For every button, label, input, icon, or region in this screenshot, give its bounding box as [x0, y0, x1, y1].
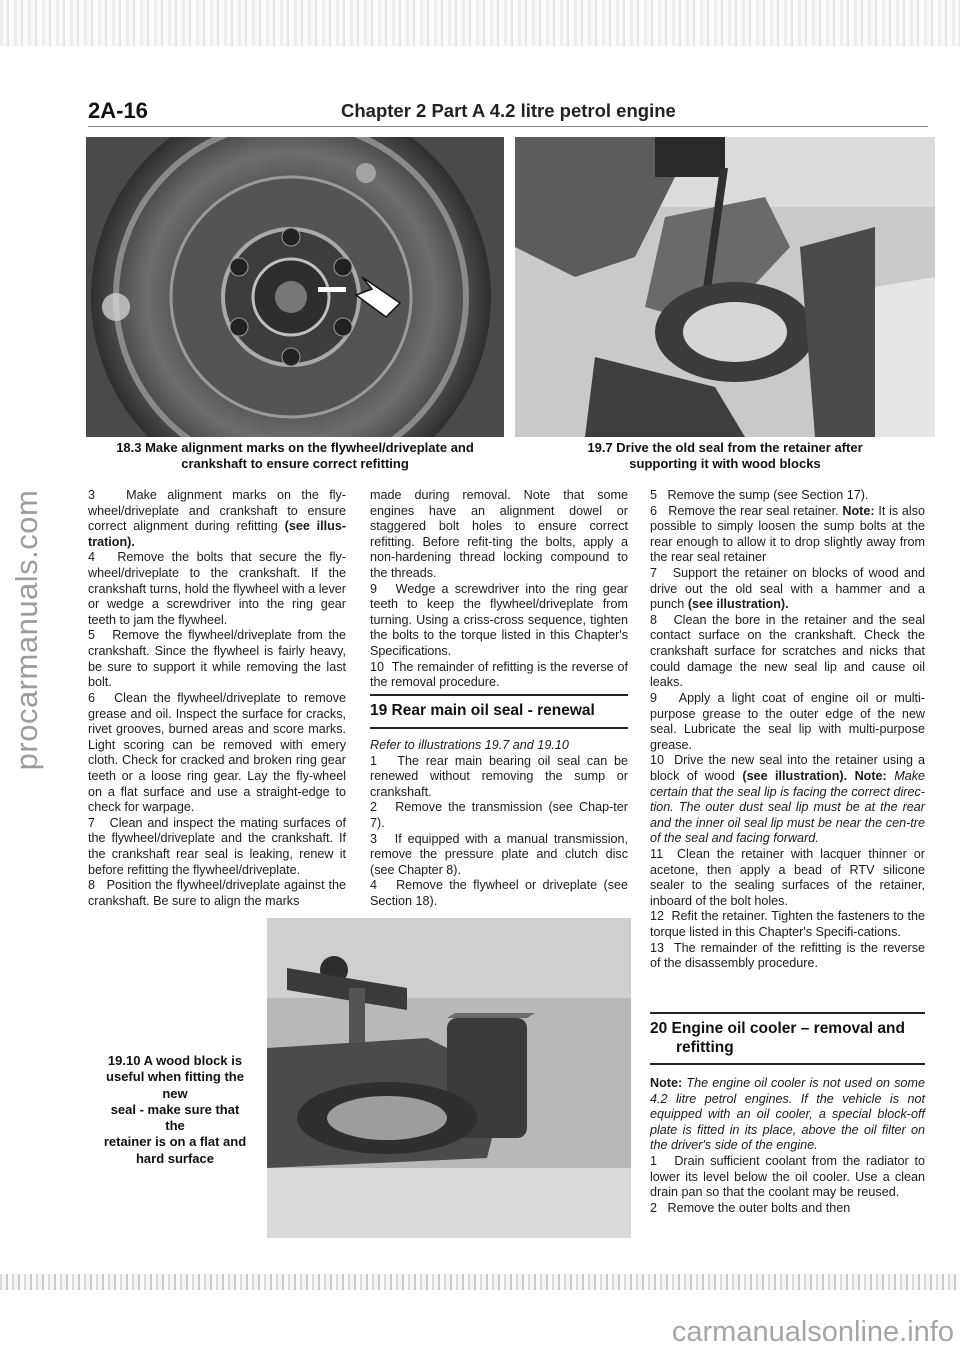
text-column-2 — [370, 488, 628, 691]
section-20-title: 20 Engine oil cooler – removal and refitting — [650, 1020, 905, 1056]
caption-19-7: 19.7 Drive the old seal from the retainer after supporting it with wood blocks — [587, 440, 863, 472]
text-column-2-section-19 — [370, 738, 628, 910]
paragraph-18-10: 10 The remainder of refitting is the reverse of the removal procedure. — [370, 659, 629, 690]
header-rule — [88, 126, 928, 127]
section-20-note: Note: The engine oil cooler is not used on some 4.2 litre petrol engines. If the vehicle is not equipped with an oil cooler, a special block-off plate is fitted in its place, above the oil filter on the driver's side of the engine. — [650, 1076, 925, 1153]
paragraph-18-3: 3 Make alignment marks on the fly-wheel/driveplate and crankshaft to ensure correct alignment during refitting (see illus-tration). — [88, 488, 347, 549]
paragraph-18-6: 6 Clean the flywheel/driveplate to remove grease and oil. Inspect the surface for cracks, rivet grooves, burned areas and score marks. Light scoring can be removed with emery cloth. Check for cracked and broken ring gear teeth or a loose ring gear. Lay the fly-wheel on a flat surface and use a straight-edge to check for warpage. — [88, 690, 346, 815]
text-column-1 — [88, 488, 346, 909]
paragraph-18-9: 9 Wedge a screwdriver into the ring gear teeth to keep the flywheel/driveplate from turning. Using a criss-cross sequence, tighten the bolts to the torque listed in this Chapter's Specifications. — [370, 581, 628, 659]
running-head: Chapter 2 Part A 4.2 litre petrol engine — [341, 100, 676, 121]
paragraph-18-8-cont: made during removal. Note that some engines have an alignment dowel or staggered bolt holes to ensure correct refitting. Before refit-ting the bolts, apply a non-hardening thread locking compound to the threads. — [370, 488, 628, 581]
caption-19-10: 19.10 A wood block is useful when fitting the new seal - make sure that the retainer is on a flat and hard surface — [103, 1053, 247, 1166]
side-watermark: procarmanuals.com — [9, 489, 44, 771]
paragraph-20-1: 1 Drain sufficient coolant from the radiator to lower its level below the oil cooler. Use a clean drain pan so that the coolant may be reused. — [650, 1154, 925, 1200]
bottom-watermark: carmanualsonline.info — [671, 1316, 954, 1348]
paragraph-19-9: 9 Apply a light coat of engine oil or multi-purpose grease to the outer edge of the new seal. Lubricate the seal lip with multi-purpose grease. — [650, 690, 926, 752]
section-19-rule-top — [370, 694, 628, 696]
photo-flywheel — [86, 137, 504, 437]
paragraph-19-7: 7 Support the retainer on blocks of wood and drive out the old seal with a hammer and a punch (see illustration). — [650, 566, 925, 612]
scan-noise-bottom — [0, 1274, 960, 1290]
paragraph-19-13: 13 The remainder of the refitting is the reverse of the disassembly procedure. — [650, 940, 926, 971]
paragraph-18-5: 5 Remove the flywheel/driveplate from the crankshaft. Since the flywheel is fairly heavy, be sure to support it while removing the last bolt. — [88, 628, 346, 690]
paragraph-18-8: 8 Position the flywheel/driveplate against the crankshaft. Be sure to align the marks — [88, 878, 347, 908]
paragraph-18-4: 4 Remove the bolts that secure the fly-wheel/driveplate to the crankshaft. If the crankshaft turns, hold the flywheel with a lever or wedge a screwdriver into the ring gear teeth to jam the flywheel. — [88, 550, 346, 627]
section-19-reference: Refer to illustrations 19.7 and 19.10 — [370, 738, 569, 752]
text-column-3 — [650, 488, 925, 972]
section-19-rule-bottom — [370, 727, 628, 729]
paragraph-18-7: 7 Clean and inspect the mating surfaces of the flywheel/driveplate and the crankshaft. If the crankshaft rear seal is leaking, renew it before refitting the flywheel/driveplate. — [88, 815, 347, 877]
page-id: 2A-16 — [88, 98, 148, 123]
paragraph-19-8: 8 Clean the bore in the retainer and the seal contact surface on the crankshaft. Check the crankshaft surface for scratches and nicks that could damage the new seal lip and cause oil leaks. — [650, 612, 925, 690]
paragraph-20-2: 2 Remove the outer bolts and then — [650, 1200, 851, 1215]
paragraph-19-11: 11 Clean the retainer with lacquer thinner or acetone, then apply a bead of RTV silicone sealer to the sealing surfaces of the retainer, inboard of the bolt holes. — [650, 847, 926, 908]
section-20-rule-bottom — [650, 1063, 925, 1065]
caption-18-3: 18.3 Make alignment marks on the flywheel/driveplate and crankshaft to ensure correct refitting — [116, 440, 474, 472]
paragraph-19-4: 4 Remove the flywheel or driveplate (see Section 18). — [370, 878, 628, 909]
scan-noise-top — [0, 0, 960, 46]
section-20-rule-top — [650, 1012, 925, 1014]
paragraph-19-5: 5 Remove the sump (see Section 17). — [650, 488, 869, 502]
text-column-3-section-20 — [650, 1076, 925, 1216]
paragraph-19-3: 3 If equipped with a manual transmission, remove the pressure plate and clutch disc (see Chapter 8). — [370, 831, 628, 877]
paragraph-19-6: 6 Remove the rear seal retainer. Note: It is also possible to simply loosen the sump bolts at the rear enough to allow it to drop slightly away from the rear seal retainer — [650, 503, 926, 565]
paragraph-19-10: 10 Drive the new seal into the retainer using a block of wood (see illustration). Note: Make certain that the seal lip is facing the correct direc-tion. The outer dust seal lip must be at the rear and the inner oil seal lip must be near the cen-tre of the seal and facing forward. — [650, 753, 926, 846]
paragraph-19-2: 2 Remove the transmission (see Chap-ter 7). — [370, 800, 628, 831]
paragraph-19-12: 12 Refit the retainer. Tighten the fasteners to the torque listed in this Chapter's Specifi-cations. — [650, 909, 926, 940]
photo-drive-old-seal — [515, 137, 935, 437]
section-19-title: 19 Rear main oil seal - renewal — [370, 702, 595, 719]
paragraph-19-1: 1 The rear main bearing oil seal can be renewed without removing the sump or crankshaft. — [370, 753, 628, 799]
